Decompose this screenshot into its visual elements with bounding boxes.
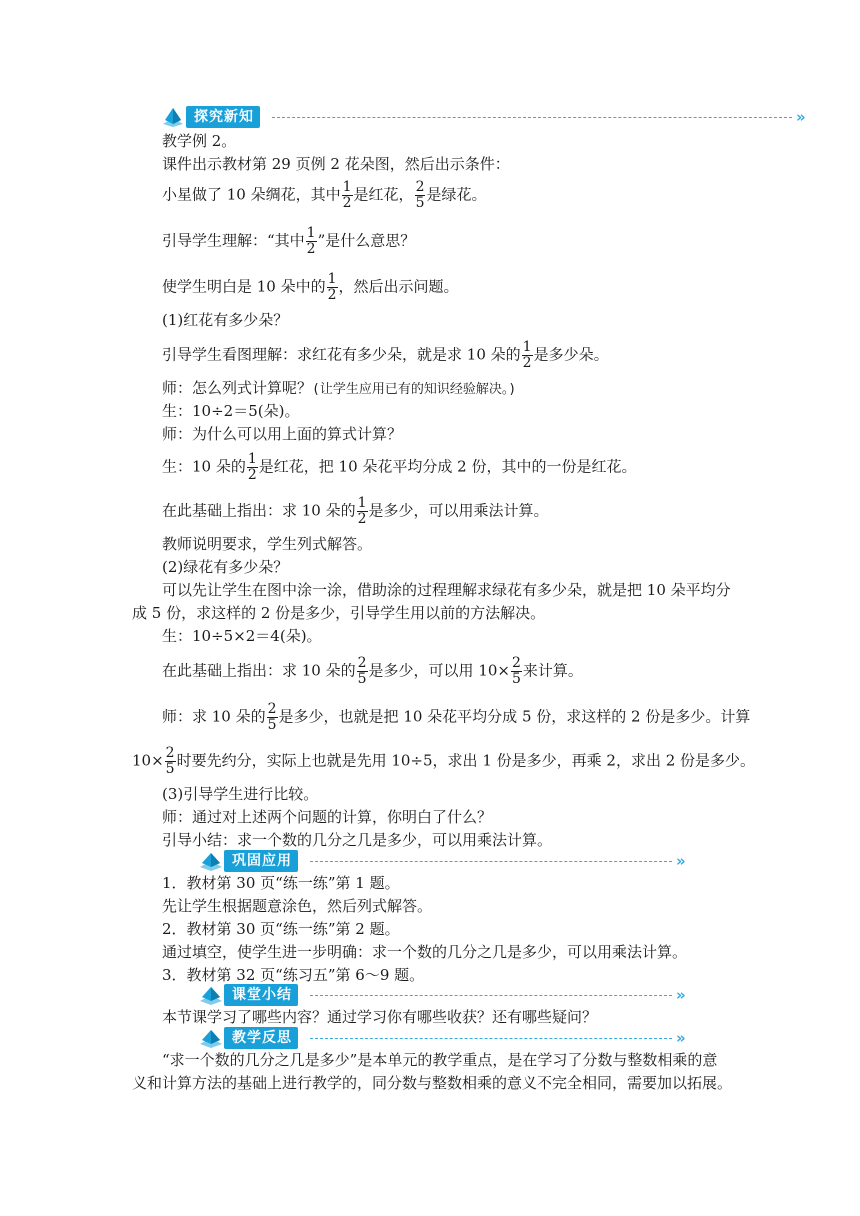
fraction-numerator: 1 (327, 271, 337, 287)
fraction-numerator: 1 (522, 339, 532, 355)
text-span: 在此基础上指出：求 10 朵的 (162, 661, 356, 680)
text-line: 成 5 份，求这样的 2 份是多少，引导学生用以前的方法解决。 (132, 604, 546, 622)
fraction-numerator: 1 (357, 495, 367, 511)
text-line (162, 452, 637, 483)
text-line (162, 226, 415, 257)
text-span: 时要先约分，实际上也就是先用 10÷5，求出 1 份是多少，再乘 2，求出 2 份是多少。 (176, 751, 756, 770)
dashed-rule (310, 1038, 672, 1039)
fraction-numerator: 1 (306, 225, 316, 241)
text-line: 生：10÷5×2＝4(朵)。 (162, 627, 322, 645)
section-header-reflect (198, 1027, 698, 1049)
text-span: 是红花， (353, 185, 414, 204)
text-span: 是红花，把 10 朵花平均分成 2 份，其中的一份是红花。 (258, 457, 637, 476)
text-line: 义和计算方法的基础上进行教学的，同分数与整数相乘的意义不完全相同，需要加以拓展。 (132, 1074, 733, 1092)
fraction-numerator: 1 (247, 451, 257, 467)
fraction-two-fifths (415, 180, 426, 211)
fraction-two-fifths (267, 702, 278, 733)
text-line (162, 378, 516, 400)
fraction-denominator: 5 (267, 717, 277, 733)
text-span: 生：10 朵的 (162, 457, 246, 476)
text-line: 可以先让学生在图中涂一涂，借助涂的过程理解求绿花有多少朵，就是把 10 朵平均分 (162, 581, 731, 599)
text-span: ”是什么意思？ (317, 231, 416, 250)
double-chevron-icon: » (676, 986, 683, 1004)
fraction-half (247, 452, 258, 483)
text-span: 是多少，也就是把 10 朵花平均分成 5 份，求这样的 2 份是多少。计算 (278, 707, 751, 726)
fraction-denominator: 5 (357, 671, 367, 687)
fraction-numerator: 1 (342, 179, 352, 195)
text-line: 教学例 2。 (162, 132, 237, 150)
text-span: 来计算。 (522, 661, 583, 680)
fraction-half (342, 180, 353, 211)
text-line: (1)红花有多少朵？ (162, 311, 289, 329)
dashed-rule (310, 995, 672, 996)
double-chevron-icon: » (676, 852, 683, 870)
fraction-denominator: 2 (306, 241, 316, 257)
text-line: 先让学生根据题意涂色，然后列式解答。 (162, 897, 433, 915)
section-title: 巩固应用 (224, 850, 298, 872)
text-line: 引导小结：求一个数的几分之几是多少，可以用乘法计算。 (162, 831, 553, 849)
book-icon (198, 848, 224, 872)
text-line: 1．教材第 30 页“练一练”第 1 题。 (162, 874, 400, 892)
text-line: (2)绿花有多少朵？ (162, 558, 289, 576)
text-span: 在此基础上指出：求 10 朵的 (162, 501, 356, 520)
dashed-rule (310, 861, 672, 862)
fraction-denominator: 2 (357, 511, 367, 527)
text-span: 使学生明白是 10 朵中的 (162, 277, 326, 296)
text-span: 引导学生看图理解：求红花有多少朵，就是求 10 朵的 (162, 345, 521, 364)
fraction-half (357, 496, 368, 527)
fraction-denominator: 5 (165, 761, 175, 777)
fraction-denominator: 2 (522, 355, 532, 371)
section-header-summary (198, 984, 698, 1006)
text-span: 引导学生理解：“其中 (162, 231, 305, 250)
text-line (162, 656, 583, 687)
section-header-explore (160, 106, 803, 128)
book-icon (198, 1025, 224, 1049)
double-chevron-icon: » (676, 1029, 683, 1047)
section-header-apply (198, 850, 698, 872)
text-span: 是多少，可以用乘法计算。 (368, 501, 549, 520)
fraction-two-fifths (357, 656, 368, 687)
fraction-half (306, 226, 317, 257)
fraction-two-fifths (511, 656, 522, 687)
text-line (162, 702, 750, 733)
text-line: 生：10÷2＝5(朵)。 (162, 402, 300, 420)
text-line: (3)引导学生进行比较。 (162, 785, 319, 803)
text-line: 课件出示教材第 29 页例 2 花朵图，然后出示条件： (162, 155, 510, 173)
fraction-denominator: 5 (415, 195, 425, 211)
double-chevron-icon: » (796, 108, 803, 126)
fraction-numerator: 2 (415, 179, 425, 195)
fraction-denominator: 2 (327, 287, 337, 303)
text-line: 本节课学习了哪些内容？通过学习你有哪些收获？还有哪些疑问？ (162, 1008, 598, 1026)
text-line: 3．教材第 32 页“练习五”第 6～9 题。 (162, 966, 425, 984)
fraction-half (522, 340, 533, 371)
text-span: 10× (132, 751, 164, 770)
fraction-numerator: 2 (511, 655, 521, 671)
text-line: 2．教材第 30 页“练一练”第 2 题。 (162, 920, 400, 938)
fraction-numerator: 2 (357, 655, 367, 671)
fraction-two-fifths (165, 746, 176, 777)
text-line: “求一个数的几分之几是多少”是本单元的教学重点，是在学习了分数与整数相乘的意 (162, 1051, 718, 1069)
text-line: 教师说明要求，学生列式解答。 (162, 535, 373, 553)
text-line (162, 180, 487, 211)
section-title: 教学反思 (224, 1027, 298, 1049)
section-title: 课堂小结 (224, 984, 298, 1006)
text-span: 是多少，可以用 10× (368, 661, 510, 680)
text-span: 是多少朵。 (533, 345, 609, 364)
fraction-denominator: 5 (511, 671, 521, 687)
text-span: 师：求 10 朵的 (162, 707, 266, 726)
dashed-rule (272, 117, 792, 118)
text-span: (让学生应用已有的知识经验解决。) (312, 382, 517, 397)
text-span: 是绿花。 (426, 185, 487, 204)
text-span: 小星做了 10 朵绸花，其中 (162, 185, 341, 204)
fraction-denominator: 2 (247, 467, 257, 483)
section-title: 探究新知 (186, 106, 260, 128)
text-line: 通过填空，使学生进一步明确：求一个数的几分之几是多少，可以用乘法计算。 (162, 943, 688, 961)
text-line (162, 272, 459, 303)
fraction-half (327, 272, 338, 303)
book-icon (160, 104, 186, 128)
text-line (162, 340, 609, 371)
fraction-denominator: 2 (342, 195, 352, 211)
text-line: 师：通过对上述两个问题的计算，你明白了什么？ (162, 808, 493, 826)
fraction-numerator: 2 (267, 701, 277, 717)
text-line (162, 496, 549, 527)
book-icon (198, 982, 224, 1006)
text-line: 师：为什么可以用上面的算式计算？ (162, 425, 403, 443)
fraction-numerator: 2 (165, 745, 175, 761)
text-span: ，然后出示问题。 (338, 277, 459, 296)
text-span: 师：怎么列式计算呢？ (162, 379, 313, 397)
text-line (132, 746, 755, 777)
